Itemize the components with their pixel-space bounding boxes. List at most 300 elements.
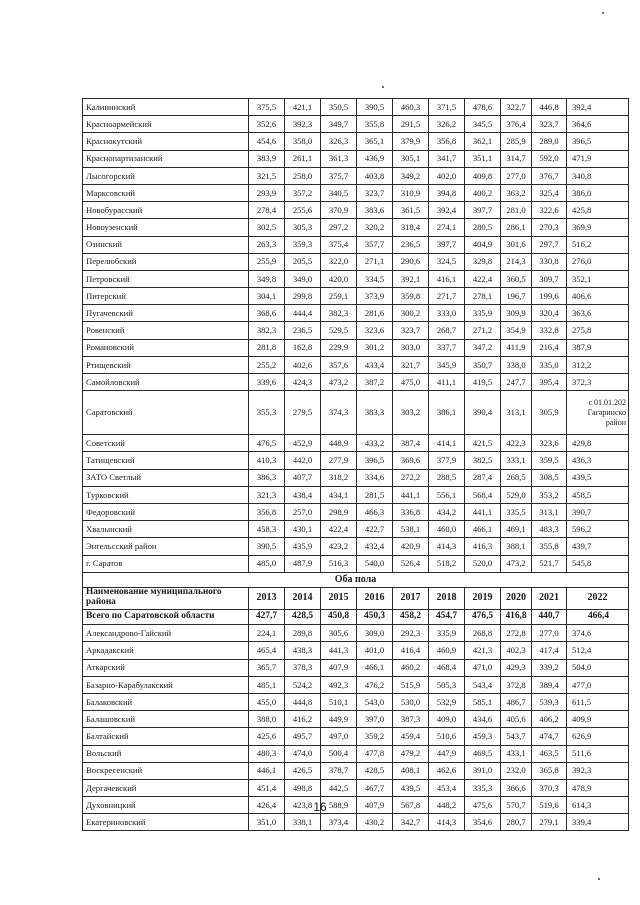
cell-value: 409,9	[567, 711, 629, 728]
header-name: Наименование муниципального района	[83, 587, 249, 609]
cell-value: 556,1	[429, 486, 465, 503]
cell-value: 411,9	[501, 339, 532, 356]
cell-value: 567,8	[393, 797, 429, 814]
cell-value: 349,7	[321, 116, 357, 133]
cell-value: 426,5	[285, 762, 321, 779]
table-row	[83, 339, 629, 356]
cell-value: 409,0	[429, 711, 465, 728]
cell-value: 387,3	[393, 711, 429, 728]
table-row	[83, 322, 629, 339]
cell-value: 345,5	[465, 116, 501, 133]
cell-value: 392,1	[393, 270, 429, 287]
cell-value: 388,0	[249, 711, 285, 728]
cell-value: 476,5	[249, 435, 285, 452]
cell-value: 545,8	[567, 555, 629, 572]
row-name: ЗАТО Светлый	[83, 469, 249, 486]
cell-value: 510,1	[321, 693, 357, 710]
cell-value: 255,6	[285, 202, 321, 219]
header-year: 2020	[501, 587, 532, 609]
table-row	[83, 99, 629, 116]
row-name: Краснопартизанский	[83, 150, 249, 167]
cell-value: 320,2	[357, 219, 393, 236]
cell-value: 428,5	[357, 762, 393, 779]
cell-value: 614,3	[567, 797, 629, 814]
cell-value: 318,2	[321, 469, 357, 486]
cell-value: 355,8	[532, 538, 567, 555]
cell-value: 368,6	[249, 305, 285, 322]
cell-value: 275,8	[567, 322, 629, 339]
cell-value: 271,2	[465, 322, 501, 339]
cell-value: 466,1	[465, 521, 501, 538]
total-value: 428,5	[285, 609, 321, 625]
table-row	[83, 538, 629, 555]
row-name: Балаковский	[83, 693, 249, 710]
cell-value: 268,8	[465, 625, 501, 642]
cell-value: 446,8	[532, 99, 567, 116]
cell-value: 321,5	[249, 167, 285, 184]
cell-value: 458,5	[567, 486, 629, 503]
cell-value: 352,6	[249, 116, 285, 133]
cell-value: 467,7	[357, 779, 393, 796]
total-row	[83, 609, 629, 625]
cell-value: 416,1	[429, 270, 465, 287]
cell-value: 433,4	[357, 356, 393, 373]
cell-value: 351,1	[465, 150, 501, 167]
cell-value: 357,6	[321, 356, 357, 373]
cell-value: 324,5	[429, 253, 465, 270]
cell-value: 510,6	[429, 728, 465, 745]
cell-value: 361,3	[321, 150, 357, 167]
cell-value: 303,2	[393, 391, 429, 435]
cell-value: 350,5	[321, 99, 357, 116]
row-name: Новоузенский	[83, 219, 249, 236]
cell-value: 495,7	[285, 728, 321, 745]
cell-value: 263,3	[249, 236, 285, 253]
cell-value: 378,7	[321, 762, 357, 779]
table-row	[83, 503, 629, 520]
table-row	[83, 184, 629, 201]
cell-value: 422,7	[357, 521, 393, 538]
row-name: Питерский	[83, 288, 249, 305]
cell-value: 402,0	[429, 167, 465, 184]
cell-value: 299,8	[285, 288, 321, 305]
cell-value: 196,7	[501, 288, 532, 305]
cell-value: 407,9	[321, 659, 357, 676]
cell-value: 446,1	[249, 762, 285, 779]
cell-value: 408,1	[393, 762, 429, 779]
total-value: 427,7	[249, 609, 285, 625]
cell-value: 395,4	[532, 374, 567, 391]
cell-value: 356,8	[249, 503, 285, 520]
cell-value: 480,3	[249, 745, 285, 762]
cell-value: 485,1	[249, 676, 285, 693]
cell-value: 259,1	[321, 288, 357, 305]
cell-value: 358,0	[285, 133, 321, 150]
cell-value: 505,3	[429, 676, 465, 693]
cell-value: 568,4	[465, 486, 501, 503]
cell-value: 292,3	[393, 625, 429, 642]
header-year: 2021	[532, 587, 567, 609]
table-row	[83, 814, 629, 831]
upper-table-body	[83, 99, 629, 391]
cell-value: 416,3	[465, 538, 501, 555]
cell-value: 335,3	[465, 779, 501, 796]
cell-value: 375,5	[249, 99, 285, 116]
cell-value: 463,5	[532, 745, 567, 762]
table-row	[83, 167, 629, 184]
cell-value: 305,1	[393, 150, 429, 167]
cell-value: 434,6	[465, 711, 501, 728]
cell-value: 516,3	[321, 555, 357, 572]
cell-value: 340,5	[321, 184, 357, 201]
cell-value: 592,0	[532, 150, 567, 167]
cell-value: 277,0	[532, 625, 567, 642]
header-year: 2017	[393, 587, 429, 609]
cell-value: 301,2	[357, 339, 393, 356]
cell-value: 383,3	[357, 391, 393, 435]
cell-value: 476,2	[357, 676, 393, 693]
row-name: Татищевский	[83, 452, 249, 469]
cell-value: 303,0	[393, 339, 429, 356]
cell-value: 438,4	[285, 486, 321, 503]
table-row	[83, 711, 629, 728]
total-value: 466,4	[567, 609, 629, 625]
row-name: Советский	[83, 435, 249, 452]
cell-value: 407,7	[285, 469, 321, 486]
header-row	[83, 587, 629, 609]
cell-value: 334,5	[357, 270, 393, 287]
cell-value: 355,8	[357, 116, 393, 133]
mortality-table	[82, 98, 629, 831]
cell-value: 524,2	[285, 676, 321, 693]
cell-value: 460,2	[393, 659, 429, 676]
cell-value: 335,9	[465, 305, 501, 322]
cell-value: 383,6	[357, 202, 393, 219]
table-row	[83, 728, 629, 745]
row-name: Пугачевский	[83, 305, 249, 322]
cell-value: 278,1	[465, 288, 501, 305]
header-year: 2016	[357, 587, 393, 609]
cell-value: 309,9	[501, 305, 532, 322]
row-name: Красноармейский	[83, 116, 249, 133]
merge-note: с 01.01.202 Гагаринско район	[567, 391, 629, 435]
cell-value: 394,8	[429, 184, 465, 201]
cell-value: 272,8	[501, 625, 532, 642]
row-name: Ртищевский	[83, 356, 249, 373]
cell-value: 382,5	[465, 452, 501, 469]
cell-value: 236,5	[285, 322, 321, 339]
cell-value: 333,1	[501, 452, 532, 469]
page-number: 16	[313, 800, 327, 814]
cell-value: 376,7	[532, 167, 567, 184]
cell-value: 334,6	[357, 469, 393, 486]
row-name: Вольский	[83, 745, 249, 762]
cell-value: 391,0	[465, 762, 501, 779]
cell-value: 363,6	[567, 305, 629, 322]
row-name: Балтайский	[83, 728, 249, 745]
cell-value: 540,0	[357, 555, 393, 572]
table-row	[83, 253, 629, 270]
cell-value: 416,2	[285, 711, 321, 728]
cell-value: 279,1	[532, 814, 567, 831]
cell-value: 462,6	[429, 762, 465, 779]
cell-value: 460,3	[393, 99, 429, 116]
cell-value: 486,7	[501, 693, 532, 710]
cell-value: 439,7	[567, 538, 629, 555]
table-row	[83, 236, 629, 253]
cell-value: 386,3	[249, 469, 285, 486]
table-row	[83, 150, 629, 167]
cell-value: 397,7	[465, 202, 501, 219]
cell-value: 392,3	[285, 116, 321, 133]
cell-value: 288,5	[429, 469, 465, 486]
cell-value: 356,8	[429, 133, 465, 150]
cell-value: 422,4	[465, 270, 501, 287]
cell-value: 313,1	[532, 503, 567, 520]
cell-value: 322,6	[532, 202, 567, 219]
cell-value: 430,1	[285, 521, 321, 538]
cell-value: 432,4	[357, 538, 393, 555]
cell-value: 439,5	[567, 469, 629, 486]
header-year: 2019	[465, 587, 501, 609]
cell-value: 372,8	[501, 676, 532, 693]
cell-value: 363,2	[501, 184, 532, 201]
cell-value: 526,4	[393, 555, 429, 572]
upper-table-body-2	[83, 435, 629, 573]
cell-value: 359,2	[357, 728, 393, 745]
cell-value: 325,4	[532, 184, 567, 201]
cell-value: 374,3	[321, 391, 357, 435]
cell-value: 232,0	[501, 762, 532, 779]
cell-value: 383,9	[249, 150, 285, 167]
cell-value: 473,2	[321, 374, 357, 391]
cell-value: 392,3	[567, 762, 629, 779]
cell-value: 442,5	[321, 779, 357, 796]
cell-value: 362,1	[465, 133, 501, 150]
cell-value: 309,0	[357, 625, 393, 642]
cell-value: 364,6	[567, 116, 629, 133]
table-row	[83, 356, 629, 373]
cell-value: 459,4	[393, 728, 429, 745]
cell-value: 236,5	[393, 236, 429, 253]
cell-value: 458,3	[249, 521, 285, 538]
cell-value: 438,3	[285, 642, 321, 659]
cell-value: 406,2	[532, 711, 567, 728]
cell-value: 392,4	[429, 202, 465, 219]
cell-value: 530,0	[393, 693, 429, 710]
cell-value: 336,8	[393, 503, 429, 520]
table-row	[83, 452, 629, 469]
cell-value: 511,6	[567, 745, 629, 762]
cell-value: 375,4	[321, 236, 357, 253]
cell-value: 449,9	[321, 711, 357, 728]
table-row	[83, 391, 629, 435]
cell-value: 382,3	[321, 305, 357, 322]
cell-value: 271,7	[429, 288, 465, 305]
cell-value: 429,3	[501, 659, 532, 676]
cell-value: 199,6	[532, 288, 567, 305]
cell-value: 434,1	[321, 486, 357, 503]
cell-value: 354,6	[465, 814, 501, 831]
cell-value: 420,9	[393, 538, 429, 555]
cell-value: 302,5	[249, 219, 285, 236]
cell-value: 441,3	[321, 642, 357, 659]
cell-value: 374,6	[567, 625, 629, 642]
cell-value: 313,1	[501, 391, 532, 435]
row-name: Петровский	[83, 270, 249, 287]
cell-value: 478,9	[567, 779, 629, 796]
cell-value: 359,5	[532, 452, 567, 469]
cell-value: 247,7	[501, 374, 532, 391]
cell-value: 309,7	[532, 270, 567, 287]
cell-value: 359,8	[393, 288, 429, 305]
cell-value: 487,9	[285, 555, 321, 572]
cell-value: 492,3	[321, 676, 357, 693]
cell-value: 500,4	[321, 745, 357, 762]
cell-value: 314,7	[501, 150, 532, 167]
cell-value: 405,6	[501, 711, 532, 728]
cell-value: 277,9	[321, 452, 357, 469]
cell-value: 216,4	[532, 339, 567, 356]
cell-value: 365,8	[532, 762, 567, 779]
cell-value: 323,7	[393, 322, 429, 339]
cell-value: 460,9	[429, 642, 465, 659]
total-value: 416,8	[501, 609, 532, 625]
scan-speck	[598, 878, 600, 880]
cell-value: 390,5	[357, 99, 393, 116]
row-name: Озинский	[83, 236, 249, 253]
cell-value: 304,1	[249, 288, 285, 305]
cell-value: 351,0	[249, 814, 285, 831]
cell-value: 386,0	[567, 184, 629, 201]
table-row	[83, 779, 629, 796]
cell-value: 372,3	[567, 374, 629, 391]
cell-value: 354,9	[501, 322, 532, 339]
cell-value: 444,4	[285, 305, 321, 322]
cell-value: 301,6	[501, 236, 532, 253]
cell-value: 417,4	[532, 642, 567, 659]
cell-value: 298,9	[321, 503, 357, 520]
cell-value: 400,2	[465, 184, 501, 201]
cell-value: 205,5	[285, 253, 321, 270]
cell-value: 289,0	[532, 133, 567, 150]
row-name: Романовский	[83, 339, 249, 356]
cell-value: 337,7	[429, 339, 465, 356]
cell-value: 474,7	[532, 728, 567, 745]
row-name: Перелюбский	[83, 253, 249, 270]
cell-value: 347,2	[465, 339, 501, 356]
table-row	[83, 642, 629, 659]
cell-value: 475,0	[393, 374, 429, 391]
cell-value: 305,6	[321, 625, 357, 642]
cell-value: 426,4	[249, 797, 285, 814]
cell-value: 435,9	[285, 538, 321, 555]
cell-value: 420,0	[321, 270, 357, 287]
cell-value: 425,8	[567, 202, 629, 219]
cell-value: 538,1	[393, 521, 429, 538]
row-name: Краснокутский	[83, 133, 249, 150]
cell-value: 520,0	[465, 555, 501, 572]
table-row	[83, 305, 629, 322]
cell-value: 308,5	[532, 469, 567, 486]
header-year: 2014	[285, 587, 321, 609]
cell-value: 278,4	[249, 202, 285, 219]
cell-value: 570,7	[501, 797, 532, 814]
section-title: Оба пола	[83, 572, 629, 587]
cell-value: 281,6	[357, 305, 393, 322]
cell-value: 543,7	[501, 728, 532, 745]
table-row	[83, 270, 629, 287]
cell-value: 350,7	[465, 356, 501, 373]
cell-value: 268,7	[429, 322, 465, 339]
total-value: 450,3	[357, 609, 393, 625]
total-name: Всего по Саратовской области	[83, 609, 249, 625]
header-year: 2018	[429, 587, 465, 609]
cell-value: 281,8	[249, 339, 285, 356]
cell-value: 280,5	[465, 219, 501, 236]
cell-value: 444,8	[285, 693, 321, 710]
cell-value: 276,0	[567, 253, 629, 270]
cell-value: 401,0	[357, 642, 393, 659]
table-row	[83, 659, 629, 676]
cell-value: 390,7	[567, 503, 629, 520]
cell-value: 277,0	[501, 167, 532, 184]
row-name: г. Саратов	[83, 555, 249, 572]
cell-value: 532,9	[429, 693, 465, 710]
cell-value: 258,0	[285, 167, 321, 184]
cell-value: 281,5	[357, 486, 393, 503]
table-row	[83, 202, 629, 219]
row-name: Турковский	[83, 486, 249, 503]
cell-value: 529,5	[321, 322, 357, 339]
row-name: Федоровский	[83, 503, 249, 520]
cell-value: 409,8	[465, 167, 501, 184]
row-name: Аткарский	[83, 659, 249, 676]
cell-value: 454,6	[249, 133, 285, 150]
cell-value: 403,8	[357, 167, 393, 184]
cell-value: 365,1	[357, 133, 393, 150]
cell-value: 436,9	[357, 150, 393, 167]
cell-value: 434,2	[429, 503, 465, 520]
cell-value: 349,8	[249, 270, 285, 287]
cell-value: 396,5	[567, 133, 629, 150]
cell-value: 387,9	[567, 339, 629, 356]
cell-value: 471,0	[465, 659, 501, 676]
cell-value: 414,3	[429, 538, 465, 555]
cell-value: 370,9	[321, 202, 357, 219]
cell-value: 379,9	[393, 133, 429, 150]
cell-value: 357,2	[285, 184, 321, 201]
cell-value: 460,0	[429, 521, 465, 538]
total-value: 454,7	[429, 609, 465, 625]
cell-value: 349,0	[285, 270, 321, 287]
cell-value: 326,3	[321, 133, 357, 150]
cell-value: 477,0	[567, 676, 629, 693]
table-row	[83, 745, 629, 762]
cell-value: 268,5	[501, 469, 532, 486]
row-name: Энгельсский район	[83, 538, 249, 555]
total-value: 440,7	[532, 609, 567, 625]
cell-value: 439,5	[393, 779, 429, 796]
cell-value: 521,7	[532, 555, 567, 572]
table-row	[83, 374, 629, 391]
cell-value: 429,8	[567, 435, 629, 452]
row-name: Духовницкий	[83, 797, 249, 814]
table-row	[83, 288, 629, 305]
cell-value: 332,8	[532, 322, 567, 339]
cell-value: 485,0	[249, 555, 285, 572]
cell-value: 386,1	[429, 391, 465, 435]
